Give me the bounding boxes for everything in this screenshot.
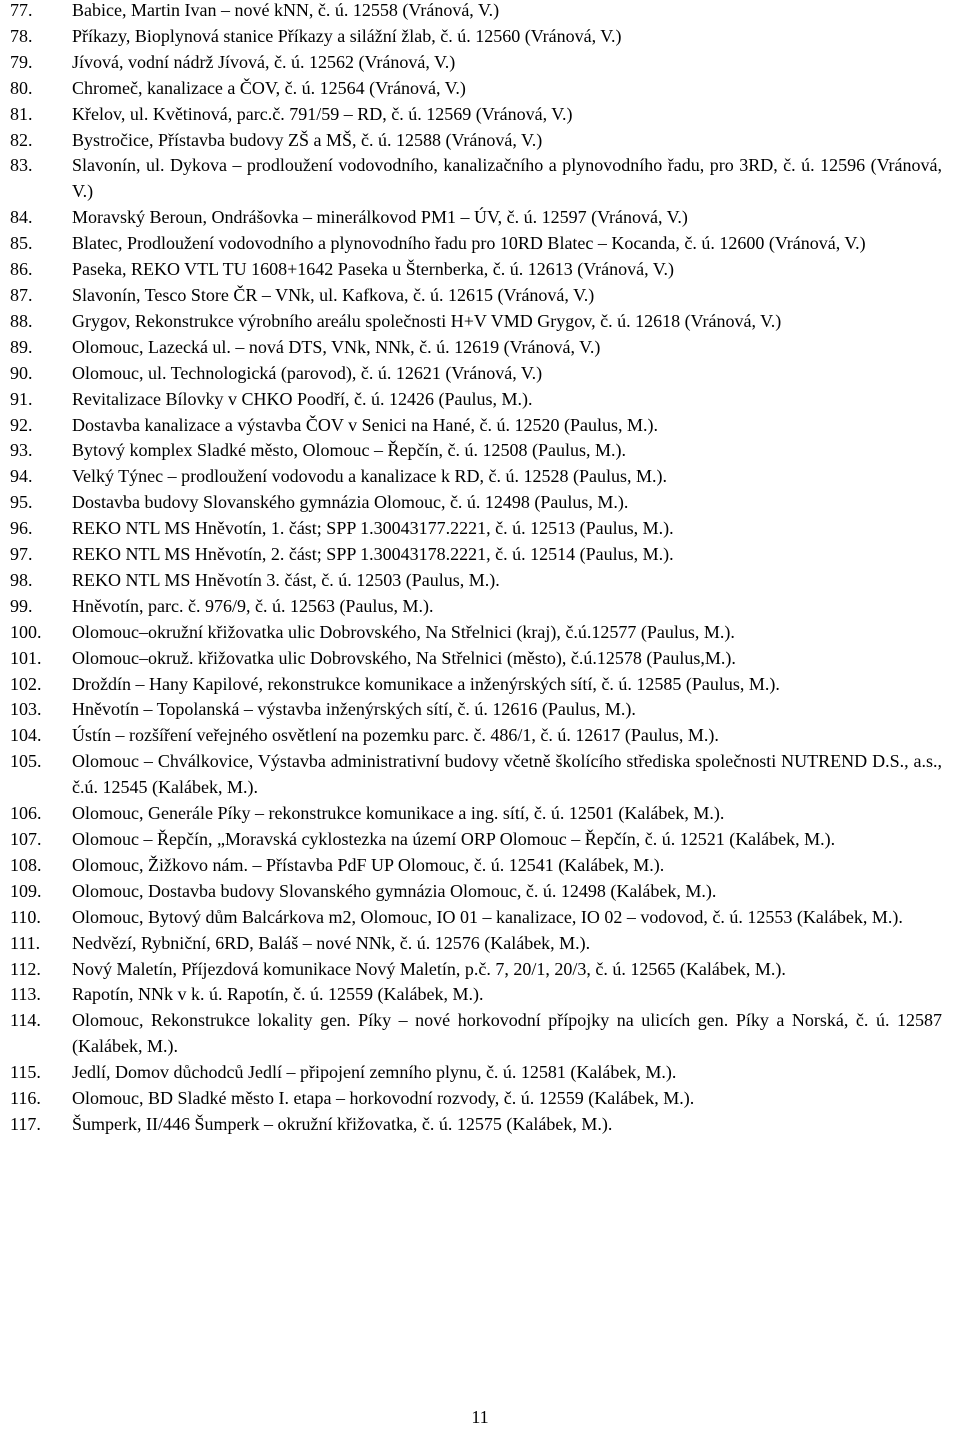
- list-item: [10, 128, 942, 154]
- item-number: 97.: [10, 544, 33, 565]
- item-text: Olomouc, BD Sladké město I. etapa – horkovodní rozvody, č. ú. 12559 (Kalábek, M.).: [72, 1088, 695, 1109]
- item-number: 114.: [10, 1010, 41, 1031]
- list-item: [10, 438, 942, 464]
- list-item: [10, 490, 942, 516]
- item-text: Jedlí, Domov důchodců Jedlí – připojení zemního plynu, č. ú. 12581 (Kalábek, M.).: [72, 1062, 677, 1083]
- item-number: 87.: [10, 284, 33, 305]
- list-item: [10, 1060, 942, 1086]
- list-item: [10, 931, 942, 957]
- list-item: [10, 957, 942, 983]
- item-text: Bytový komplex Sladké město, Olomouc – Řepčín, č. ú. 12508 (Paulus, M.).: [72, 440, 626, 461]
- item-text: Olomouc – Řepčín, „Moravská cyklostezka na území ORP Olomouc – Řepčín, č. ú. 12521 (Kalábek, M.).: [72, 829, 836, 849]
- item-text: Olomouc, Dostavba budovy Slovanského gymnázia Olomouc, č. ú. 12498 (Kalábek, M.).: [72, 880, 717, 901]
- item-text: Olomouc, Rekonstrukce lokality gen. Píky – nové horkovodní přípojky na ulicích gen. Píky a Norská, č. ú. 12587 (Kalábek, M.).: [72, 1010, 942, 1057]
- list-item: [10, 283, 942, 309]
- item-number: 91.: [10, 388, 33, 409]
- item-text: Blatec, Prodloužení vodovodního a plynovodního řadu pro 10RD Blatec – Kocanda, č. ú. 12600 (Vránová, V.): [72, 233, 866, 254]
- item-text: Olomouc, Bytový dům Balcárkova m2, Olomouc, IO 01 – kanalizace, IO 02 – vodovod, č. ú. 12553 (Kalábek, M.).: [72, 906, 903, 927]
- item-number: 109.: [10, 880, 42, 901]
- item-text: Olomouc, Žižkovo nám. – Přístavba PdF UP Olomouc, č. ú. 12541 (Kalábek, M.).: [72, 854, 665, 875]
- item-number: 117.: [10, 1113, 41, 1134]
- item-number: 78.: [10, 25, 33, 46]
- item-number: 105.: [10, 751, 42, 772]
- item-number: 88.: [10, 310, 33, 331]
- item-text: Ústín – rozšíření veřejného osvětlení na pozemku parc. č. 486/1, č. ú. 12617 (Paulus, M.).: [72, 725, 719, 746]
- list-item: [10, 387, 942, 413]
- item-text: Jívová, vodní nádrž Jívová, č. ú. 12562 (Vránová, V.): [72, 51, 456, 72]
- list-item: [10, 361, 942, 387]
- item-text: Olomouc–okruž. křižovatka ulic Dobrovského, Na Střelnici (město), č.ú.12578 (Paulus,M.).: [72, 647, 736, 668]
- item-number: 79.: [10, 51, 33, 72]
- list-item: [10, 464, 942, 490]
- list-item: [10, 1086, 942, 1112]
- item-text: Olomouc – Chválkovice, Výstavba administrativní budovy včetně školícího střediska společnosti NUTREND D.S., a.s., č.ú. 12545 (Kalábek, M.).: [72, 751, 942, 798]
- item-text: Chromeč, kanalizace a ČOV, č. ú. 12564 (Vránová, V.): [72, 77, 466, 98]
- item-number: 89.: [10, 336, 33, 357]
- list-item: [10, 516, 942, 542]
- list-item: [10, 1008, 942, 1060]
- item-number: 84.: [10, 207, 33, 228]
- list-item: [10, 205, 942, 231]
- list-item: [10, 24, 942, 50]
- list-item: [10, 749, 942, 801]
- list-item: [10, 309, 942, 335]
- item-text: Olomouc, Lazecká ul. – nová DTS, VNk, NNk, č. ú. 12619 (Vránová, V.): [72, 336, 601, 357]
- list-item: [10, 697, 942, 723]
- item-number: 94.: [10, 466, 33, 487]
- item-number: 111.: [10, 932, 41, 953]
- item-text: Příkazy, Bioplynová stanice Příkazy a silážní žlab, č. ú. 12560 (Vránová, V.): [72, 25, 622, 46]
- item-text: Moravský Beroun, Ondrášovka – minerálkovod PM1 – ÚV, č. ú. 12597 (Vránová, V.): [72, 207, 688, 228]
- item-number: 113.: [10, 984, 41, 1005]
- list-item: [10, 335, 942, 361]
- item-number: 100.: [10, 621, 42, 642]
- list-item: [10, 594, 942, 620]
- item-text: Babice, Martin Ivan – nové kNN, č. ú. 12558 (Vránová, V.): [72, 0, 500, 20]
- item-number: 85.: [10, 233, 33, 254]
- item-text: Paseka, REKO VTL TU 1608+1642 Paseka u Šternberka, č. ú. 12613 (Vránová, V.): [72, 259, 674, 280]
- item-text: Olomouc–okružní křižovatka ulic Dobrovského, Na Střelnici (kraj), č.ú.12577 (Paulus, M.).: [72, 621, 735, 642]
- list-item: [10, 620, 942, 646]
- list-item: [10, 231, 942, 257]
- item-text: Revitalizace Bílovky v CHKO Poodří, č. ú. 12426 (Paulus, M.).: [72, 388, 533, 409]
- list-item: [10, 568, 942, 594]
- list-item: [10, 413, 942, 439]
- item-number: 93.: [10, 440, 33, 461]
- item-text: Hněvotín – Topolanská – výstavba inženýrských sítí, č. ú. 12616 (Paulus, M.).: [72, 699, 636, 720]
- item-text: Slavonín, ul. Dykova – prodloužení vodovodního, kanalizačního a plynovodního řadu, pro 3RD, č. ú. 12596 (Vránová, V.): [72, 155, 942, 202]
- item-text: Křelov, ul. Květinová, parc.č. 791/59 – RD, č. ú. 12569 (Vránová, V.): [72, 103, 573, 124]
- item-number: 116.: [10, 1088, 41, 1109]
- list-item: [10, 982, 942, 1008]
- item-number: 82.: [10, 129, 33, 150]
- item-text: Grygov, Rekonstrukce výrobního areálu společnosti H+V VMD Grygov, č. ú. 12618 (Vránová, V.): [72, 310, 782, 331]
- item-text: Hněvotín, parc. č. 976/9, č. ú. 12563 (Paulus, M.).: [72, 595, 434, 616]
- item-text: Velký Týnec – prodloužení vodovodu a kanalizace k RD, č. ú. 12528 (Paulus, M.).: [72, 466, 668, 487]
- list-item: [10, 257, 942, 283]
- item-text: Šumperk, II/446 Šumperk – okružní křižovatka, č. ú. 12575 (Kalábek, M.).: [72, 1113, 613, 1134]
- item-text: Dostavba budovy Slovanského gymnázia Olomouc, č. ú. 12498 (Paulus, M.).: [72, 492, 629, 513]
- list-item: [10, 879, 942, 905]
- item-number: 77.: [10, 0, 33, 20]
- item-text: Bystročice, Přístavba budovy ZŠ a MŠ, č. ú. 12588 (Vránová, V.): [72, 129, 543, 150]
- item-text: Olomouc, Generále Píky – rekonstrukce komunikace a ing. sítí, č. ú. 12501 (Kalábek, M.).: [72, 803, 725, 824]
- item-number: 104.: [10, 725, 42, 746]
- item-text: Droždín – Hany Kapilové, rekonstrukce komunikace a inženýrských sítí, č. ú. 12585 (Paulus, M.).: [72, 673, 780, 694]
- item-text: REKO NTL MS Hněvotín, 1. část; SPP 1.30043177.2221, č. ú. 12513 (Paulus, M.).: [72, 518, 674, 539]
- list-item: [10, 723, 942, 749]
- item-number: 95.: [10, 492, 33, 513]
- item-number: 103.: [10, 699, 42, 720]
- list-item: [10, 853, 942, 879]
- item-number: 83.: [10, 155, 33, 176]
- item-number: 115.: [10, 1062, 41, 1083]
- list-item: [10, 153, 942, 205]
- item-number: 81.: [10, 103, 33, 124]
- item-text: REKO NTL MS Hněvotín, 2. část; SPP 1.30043178.2221, č. ú. 12514 (Paulus, M.).: [72, 544, 674, 565]
- page-number: 11: [471, 1407, 489, 1427]
- item-number: 112.: [10, 958, 41, 979]
- item-number: 96.: [10, 518, 33, 539]
- item-number: 92.: [10, 414, 33, 435]
- item-number: 101.: [10, 647, 42, 668]
- item-number: 110.: [10, 906, 41, 927]
- item-number: 98.: [10, 569, 33, 590]
- list-item: [10, 1112, 942, 1138]
- list-item: [10, 905, 942, 931]
- list-item: [10, 672, 942, 698]
- item-number: 80.: [10, 77, 33, 98]
- item-text: Nedvězí, Rybniční, 6RD, Baláš – nové NNk, č. ú. 12576 (Kalábek, M.).: [72, 932, 591, 953]
- item-text: Slavonín, Tesco Store ČR – VNk, ul. Kafkova, č. ú. 12615 (Vránová, V.): [72, 284, 595, 305]
- list-item: [10, 646, 942, 672]
- item-text: REKO NTL MS Hněvotín 3. část, č. ú. 12503 (Paulus, M.).: [72, 569, 500, 590]
- item-number: 99.: [10, 595, 33, 616]
- list-item: [10, 827, 942, 853]
- list-item: [10, 102, 942, 128]
- item-number: 90.: [10, 362, 33, 383]
- item-number: 106.: [10, 803, 42, 824]
- list-item: [10, 542, 942, 568]
- item-number: 107.: [10, 829, 42, 849]
- list-item: [10, 76, 942, 102]
- item-text: Nový Maletín, Příjezdová komunikace Nový Maletín, p.č. 7, 20/1, 20/3, č. ú. 12565 (Kalábek, M.).: [72, 958, 786, 979]
- item-text: Rapotín, NNk v k. ú. Rapotín, č. ú. 12559 (Kalábek, M.).: [72, 984, 484, 1005]
- item-text: Olomouc, ul. Technologická (parovod), č. ú. 12621 (Vránová, V.): [72, 362, 543, 383]
- item-text: Dostavba kanalizace a výstavba ČOV v Senici na Hané, č. ú. 12520 (Paulus, M.).: [72, 414, 659, 435]
- item-number: 102.: [10, 673, 42, 694]
- list-item: [10, 0, 942, 24]
- list-item: [10, 50, 942, 76]
- project-list: [10, 0, 942, 1138]
- list-item: [10, 801, 942, 827]
- item-number: 108.: [10, 854, 42, 875]
- item-number: 86.: [10, 259, 33, 280]
